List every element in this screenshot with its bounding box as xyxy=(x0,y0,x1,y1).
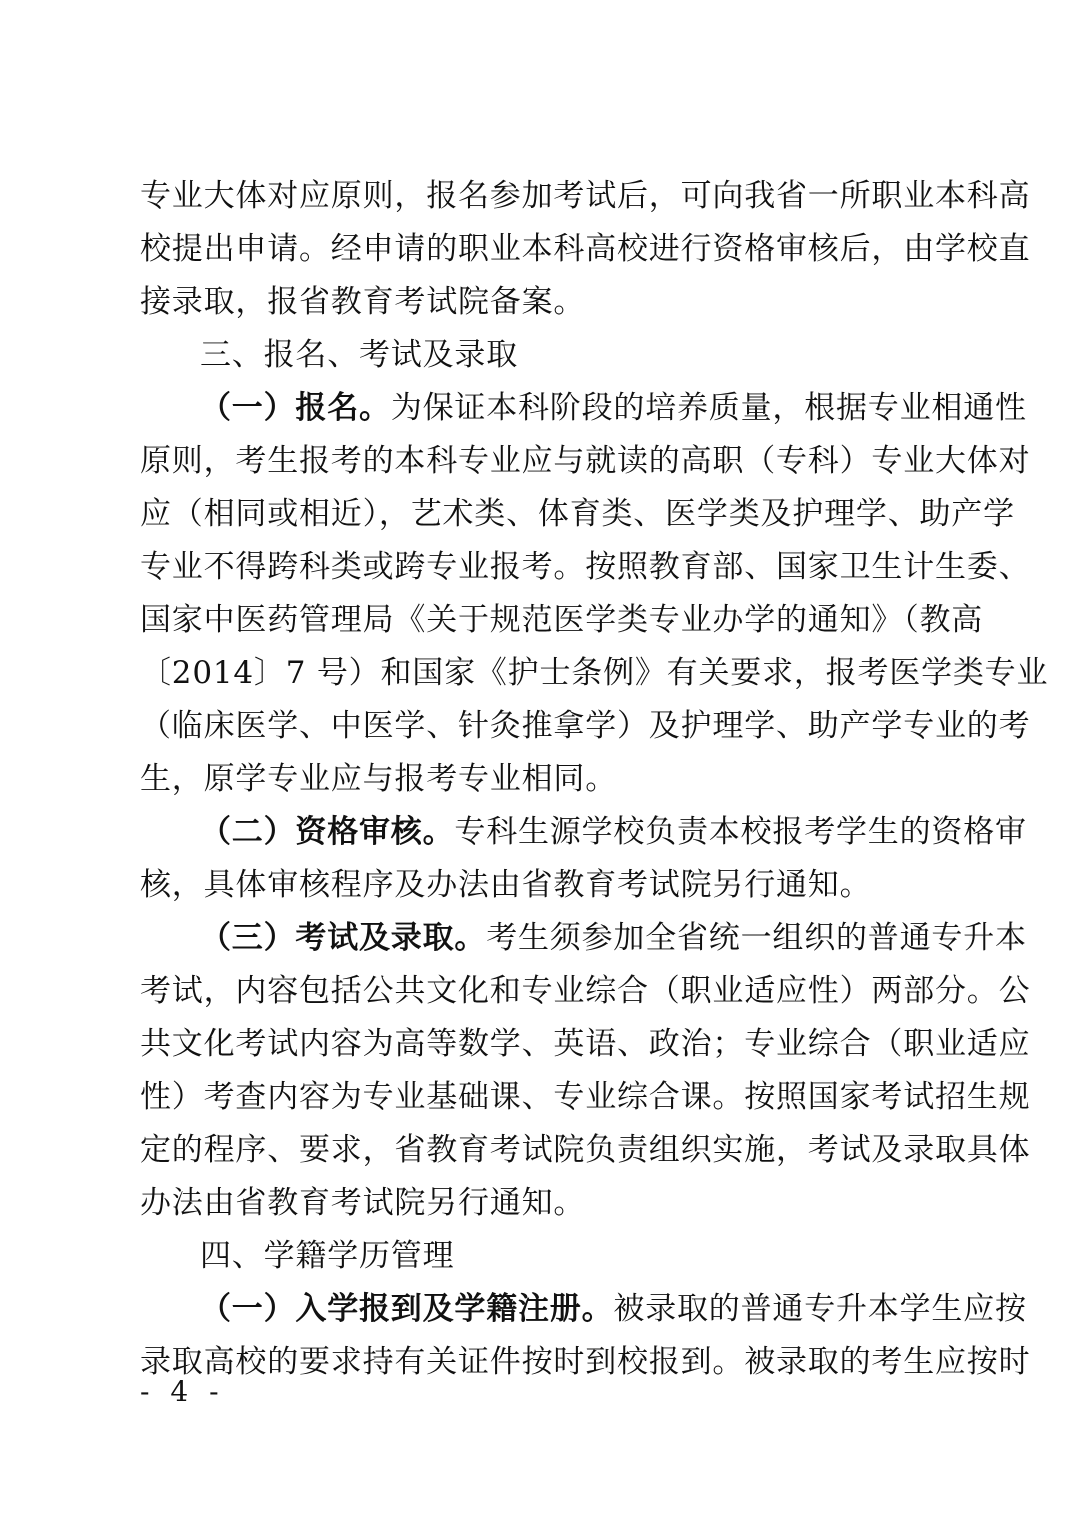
section-heading-3 xyxy=(200,335,940,375)
paragraph-line xyxy=(140,282,940,322)
subsection-exam-admission xyxy=(200,918,1027,958)
paragraph-line xyxy=(140,1130,1031,1170)
line-text: 为保证本科阶段的培养质量，根据专业相通性 xyxy=(390,390,1027,426)
paragraph-line xyxy=(140,971,1031,1011)
line-text: 专业大体对应原则，报名参加考试后，可向我省一所职业本科高 xyxy=(140,178,1031,214)
line-text: 接录取，报省教育考试院备案。 xyxy=(140,284,586,320)
line-text: 被录取的普通专升本学生应按 xyxy=(613,1291,1027,1327)
paragraph-line xyxy=(140,1183,940,1223)
paragraph-line xyxy=(140,759,940,799)
line-text: 办法由省教育考试院另行通知。 xyxy=(140,1185,586,1221)
line-text: 性）考查内容为专业基础课、专业综合课。按照国家考试招生规 xyxy=(140,1079,1031,1115)
subsection-lead: （一）报名。 xyxy=(200,390,391,426)
line-text: 〔2014〕7 号）和国家《护士条例》有关要求，报考医学类专业 xyxy=(140,655,1049,691)
paragraph-line xyxy=(140,1077,1031,1117)
line-text: 共文化考试内容为高等数学、英语、政治；专业综合（职业适应 xyxy=(140,1026,1031,1062)
paragraph-line xyxy=(140,653,1049,693)
line-text: 应（相同或相近），艺术类、体育类、医学类及护理学、助产学 xyxy=(140,496,1015,532)
line-text: 生，原学专业应与报考专业相同。 xyxy=(140,761,617,797)
heading-text: 三、报名、考试及录取 xyxy=(200,337,518,373)
subsection-lead: （三）考试及录取。 xyxy=(200,920,487,956)
paragraph-line xyxy=(140,229,1031,269)
subsection-qualification xyxy=(200,812,1027,852)
subsection-lead: （二）资格审核。 xyxy=(200,814,455,850)
line-text: 考试，内容包括公共文化和专业综合（职业适应性）两部分。公 xyxy=(140,973,1031,1009)
line-text: 国家中医药管理局《关于规范医学类专业办学的通知》（教高 xyxy=(140,602,984,638)
heading-text: 四、学籍学历管理 xyxy=(200,1238,455,1274)
line-text: 考生须参加全省统一组织的普通专升本 xyxy=(486,920,1027,956)
subsection-registration xyxy=(200,388,1027,428)
paragraph-line xyxy=(140,1024,1031,1064)
line-text: 专业不得跨科类或跨专业报考。按照教育部、国家卫生计生委、 xyxy=(140,549,1031,585)
paragraph-line xyxy=(140,706,1031,746)
paragraph-line xyxy=(140,547,1031,587)
paragraph-line xyxy=(140,176,1031,216)
paragraph-line xyxy=(140,1342,1031,1382)
line-text: 定的程序、要求，省教育考试院负责组织实施，考试及录取具体 xyxy=(140,1132,1031,1168)
section-heading-4 xyxy=(200,1236,940,1276)
paragraph-line xyxy=(140,494,1015,534)
paragraph-line xyxy=(140,865,940,905)
subsection-lead: （一）入学报到及学籍注册。 xyxy=(200,1291,614,1327)
line-text: 校提出申请。经申请的职业本科高校进行资格审核后，由学校直 xyxy=(140,231,1031,267)
line-text: 核，具体审核程序及办法由省教育考试院另行通知。 xyxy=(140,867,872,903)
line-text: 原则，考生报考的本科专业应与就读的高职（专科）专业大体对 xyxy=(140,443,1031,479)
page-number: - 4 - xyxy=(140,1375,225,1408)
line-text: 专科生源学校负责本校报考学生的资格审 xyxy=(454,814,1027,850)
paragraph-line xyxy=(140,600,984,640)
line-text: （临床医学、中医学、针灸推拿学）及护理学、助产学专业的考 xyxy=(140,708,1031,744)
subsection-enrollment xyxy=(200,1289,1027,1329)
paragraph-line xyxy=(140,441,1031,481)
line-text: 录取高校的要求持有关证件按时到校报到。被录取的考生应按时 xyxy=(140,1344,1031,1380)
